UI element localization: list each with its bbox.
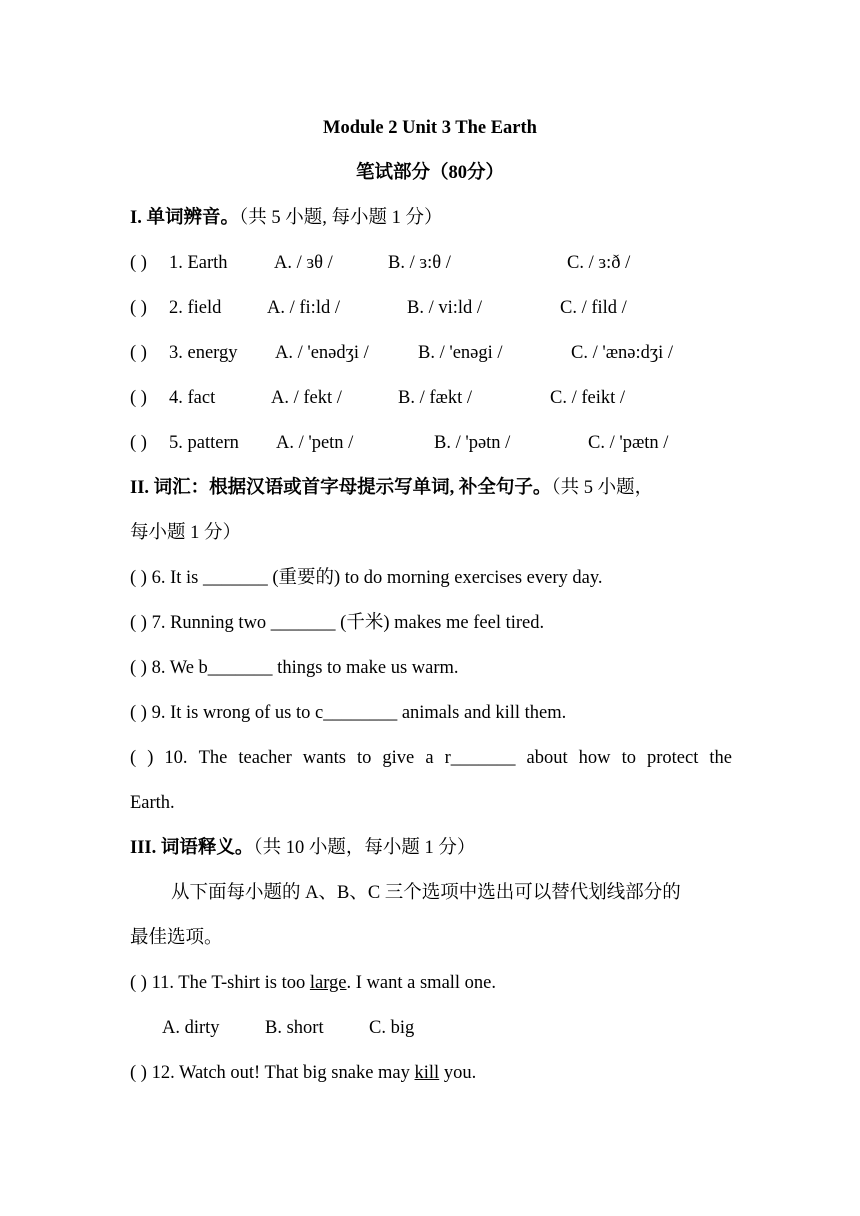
q10-word: ) — [147, 748, 154, 768]
question-7: ( ) 7. Running two _______ (千米) makes me feel tired. — [130, 613, 545, 633]
q10-word: The — [198, 748, 228, 768]
answer-blank[interactable]: ( ) — [130, 343, 147, 363]
question-text: 11. The T-shirt is too — [151, 973, 310, 993]
section-2-note: （共 5 小题， — [551, 478, 654, 498]
q10-word: to — [621, 748, 636, 768]
answer-blank[interactable]: ( ) — [130, 388, 147, 408]
section-1-header — [130, 206, 442, 230]
question-text-end: you. — [439, 1063, 477, 1083]
question-word: 2. field — [169, 298, 222, 318]
section-3-note: （共 10 小题，每小题 1 分） — [253, 838, 476, 858]
answer-blank[interactable]: ( ) — [130, 253, 147, 273]
option-a: A. / fi:ld / — [267, 298, 340, 318]
question-word: 1. Earth — [169, 253, 228, 273]
question-text-end: . I want a small one. — [346, 973, 497, 993]
section-2-heading: II. 词汇：根据汉语或首字母提示写单词, 补全句子。 — [130, 478, 552, 498]
q10-word: ( — [130, 748, 137, 768]
option-b: B. / fækt / — [398, 388, 473, 408]
q10-word: protect — [646, 748, 699, 768]
section-3-instructions: 从下面每小题的 A、B、C 三个选项中选出可以替代划线部分的 — [171, 883, 681, 903]
q10-word: teacher — [238, 748, 292, 768]
q10-word: about — [526, 748, 568, 768]
q10-word: to — [357, 748, 372, 768]
answer-blank[interactable]: ( ) — [130, 433, 147, 453]
answer-blank[interactable]: ( ) — [130, 973, 147, 993]
q10-word: 10. — [164, 748, 188, 768]
option-c: C. / fild / — [560, 298, 627, 318]
document-title: Module 2 Unit 3 The Earth — [323, 118, 537, 138]
section-3-header — [130, 836, 475, 860]
option-c: C. big — [369, 1018, 415, 1038]
section-3-heading: III. 词语释义。 — [130, 838, 254, 858]
document-subtitle: 笔试部分（80分） — [355, 163, 504, 183]
question-6: ( ) 6. It is _______ (重要的) to do morning exercises every day. — [130, 568, 603, 588]
option-c: C. / 'ænə:dʒi / — [571, 343, 673, 363]
question-3 — [0, 341, 860, 365]
question-1 — [0, 251, 860, 275]
question-8: ( ) 8. We b_______ things to make us warm. — [130, 658, 459, 678]
underlined-word: large — [309, 973, 347, 993]
section-3-instructions-cont: 最佳选项。 — [130, 928, 223, 948]
question-word: 5. pattern — [169, 433, 239, 453]
answer-blank[interactable]: ( ) — [130, 1063, 147, 1083]
option-b: B. / 'pətn / — [434, 433, 511, 453]
q10-word: wants — [302, 748, 346, 768]
q10-word: a — [425, 748, 434, 768]
question-4 — [0, 386, 860, 410]
section-2-header — [130, 476, 653, 500]
question-word: 3. energy — [169, 343, 238, 363]
question-11-options — [0, 1016, 860, 1040]
option-b: B. / vi:ld / — [407, 298, 483, 318]
option-b: B. / ɜ:θ / — [388, 253, 451, 273]
question-text: 12. Watch out! That big snake may — [151, 1063, 415, 1083]
option-b: B. / 'enəgi / — [418, 343, 503, 363]
option-c: C. / feikt / — [550, 388, 626, 408]
question-10 — [130, 746, 732, 770]
answer-blank[interactable]: ( ) — [130, 298, 147, 318]
question-9: ( ) 9. It is wrong of us to c________ animals and kill them. — [130, 703, 567, 723]
option-b: B. short — [265, 1018, 324, 1038]
q10-word: r_______ — [444, 748, 516, 768]
option-a: A. dirty — [162, 1018, 220, 1038]
option-a: A. / 'petn / — [276, 433, 354, 453]
question-word: 4. fact — [169, 388, 216, 408]
q10-word: give — [382, 748, 415, 768]
question-12 — [130, 1061, 476, 1085]
section-2-note-cont: 每小题 1 分） — [130, 523, 242, 543]
option-a: A. / fekt / — [271, 388, 342, 408]
option-a: A. / ɜθ / — [274, 253, 333, 273]
question-11 — [130, 971, 496, 995]
option-a: A. / 'enədʒi / — [275, 343, 369, 363]
option-c: C. / 'pætn / — [588, 433, 669, 453]
section-1-note: （共 5 小题, 每小题 1 分） — [238, 208, 443, 228]
underlined-word: kill — [414, 1063, 440, 1083]
question-5 — [0, 431, 860, 455]
q10-word: how — [578, 748, 611, 768]
option-c: C. / ɜ:ð / — [567, 253, 631, 273]
question-10-cont: Earth. — [130, 793, 175, 813]
section-1-heading: I. 单词辨音。 — [130, 208, 239, 228]
q10-word: the — [709, 748, 732, 768]
question-2 — [0, 296, 860, 320]
